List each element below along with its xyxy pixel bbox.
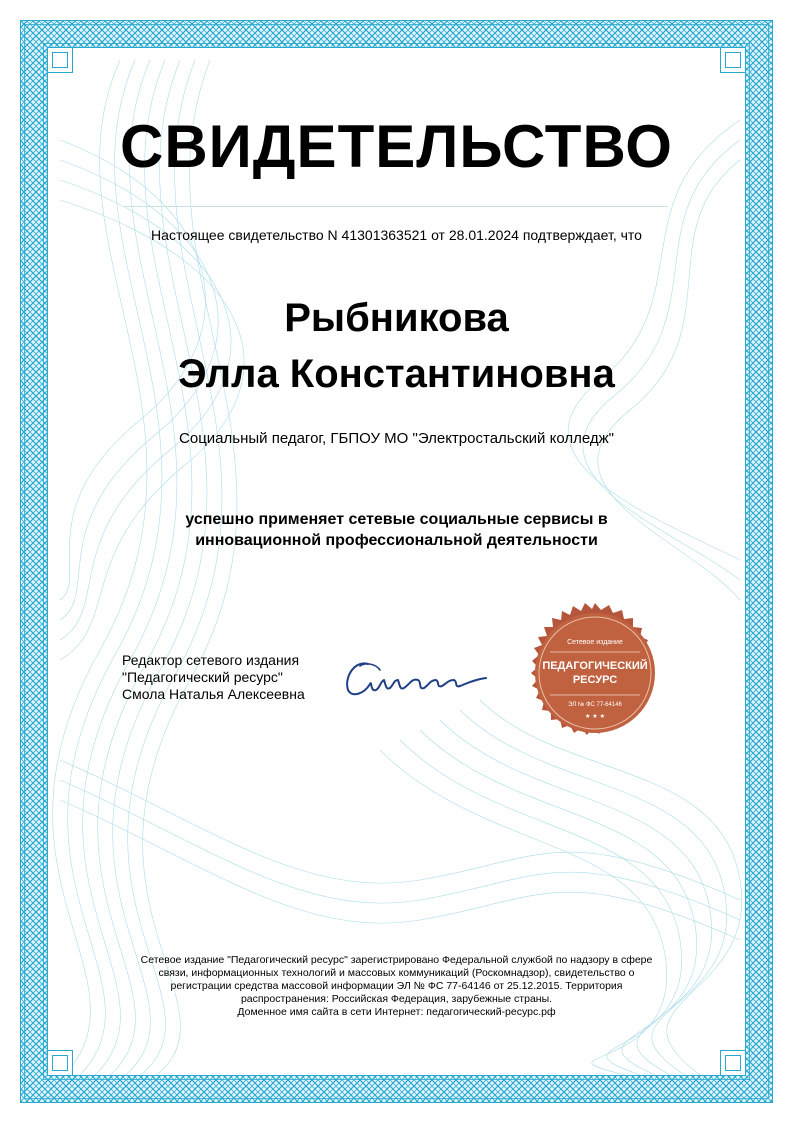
achievement-statement: успешно применяет сетевые социальные сервисы в инновационной профессиональной деятельности xyxy=(185,511,608,549)
seal-name-line2: РЕСУРС xyxy=(572,674,618,686)
editor-name: Смола Наталья Алексеевна xyxy=(122,686,305,702)
certificate-title: СВИДЕТЕЛЬСТВО xyxy=(120,113,673,180)
editor-title: Редактор сетевого издания xyxy=(122,652,300,668)
footer-line: Доменное имя сайта в сети Интернет: педагогический-ресурс.рф xyxy=(237,1006,556,1018)
footer-line: Сетевое издание "Педагогический ресурс" зарегистрировано Федеральной службой по надзору в сфере xyxy=(140,954,653,966)
recipient-surname: Рыбникова xyxy=(284,296,509,340)
seal-name-line1: ПЕДАГОГИЧЕСКИЙ xyxy=(542,660,648,672)
seal-top-text: Сетевое издание xyxy=(567,639,623,646)
footer-line: связи, информационных технологий и массовых коммуникаций (Роскомнадзор), свидетельство о xyxy=(158,967,635,979)
footer-line: распространения: Российская Федерация, зарубежные страны. xyxy=(240,993,553,1005)
footer-line: регистрации средства массовой информации ЭЛ № ФС 77-64146 от 25.12.2015. Территория xyxy=(170,980,623,992)
recipient-given-names: Элла Константиновна xyxy=(178,352,615,396)
title-divider xyxy=(124,206,668,207)
seal-stars: ★ ★ ★ xyxy=(585,713,605,720)
recipient-position: Социальный педагог, ГБПОУ МО "Электростальский колледж" xyxy=(179,430,614,447)
editor-publication: "Педагогический ресурс" xyxy=(122,669,283,685)
certificate-intro: Настоящее свидетельство N 41301363521 от 28.01.2024 подтверждает, что xyxy=(151,227,642,243)
registration-footer xyxy=(110,954,683,1019)
publication-seal xyxy=(520,601,670,751)
seal-registration: ЭЛ № ФС 77-64146 xyxy=(568,702,622,708)
editor-signature xyxy=(340,650,500,710)
editor-block xyxy=(122,652,305,703)
